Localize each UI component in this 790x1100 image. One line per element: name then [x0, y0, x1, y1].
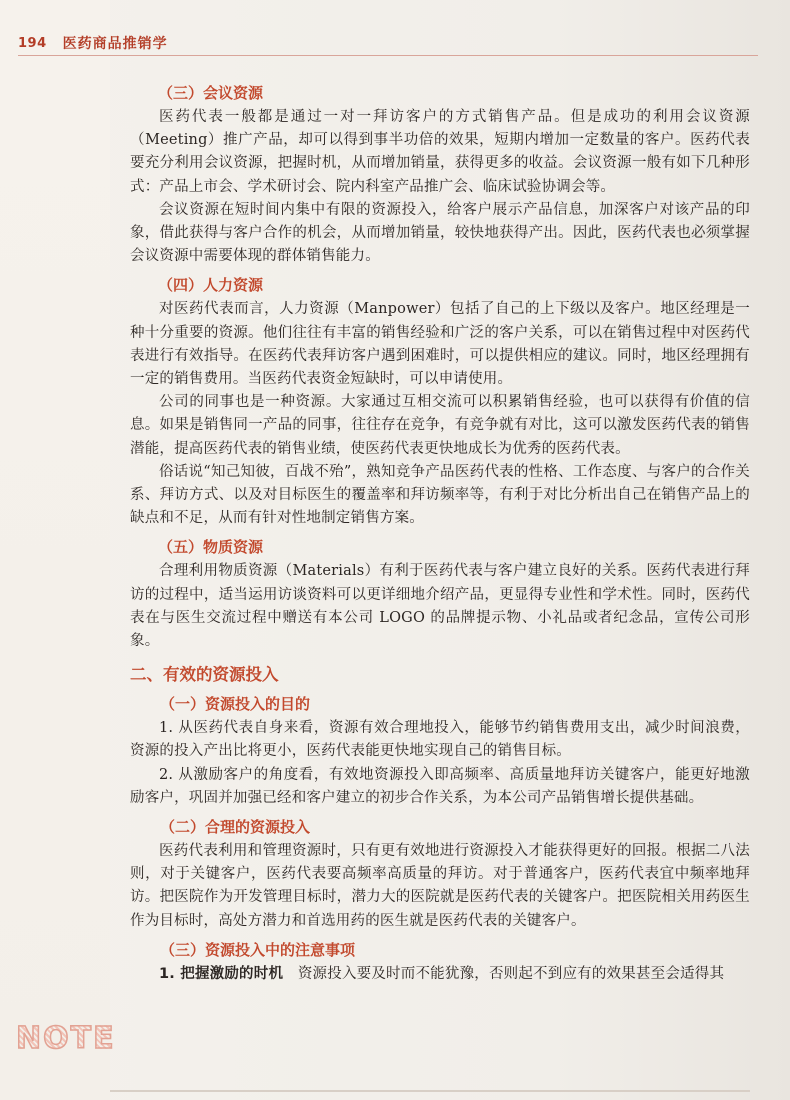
page-content	[130, 76, 750, 986]
paragraph: 对医药代表而言，人力资源（Manpower）包括了自己的上下级以及客户。地区经理是一种十分重要的资源。他们往往有丰富的销售经验和广泛的客户关系，可以在销售过程中对医药代表进行有效指导。在医药代表拜访客户遇到困难时，可以提供相应的建议。同时，地区经理拥有一定的销售费用。当医药代表资金短缺时，可以申请使用。	[130, 301, 750, 388]
paragraph: 会议资源在短时间内集中有限的资源投入，给客户展示产品信息，加深客户对该产品的印象，借此获得与客户合作的机会，从而增加销量，较快地获得产出。因此，医药代表也必须掌握会议资源中需要体现的群体销售能力。	[130, 201, 750, 265]
section-heading-materials: （五）物质资源	[158, 538, 264, 557]
subsection-heading-reasonable: （二）合理的资源投入	[160, 818, 311, 837]
paragraph: 合理利用物质资源（Materials）有利于医药代表与客户建立良好的关系。医药代表进行拜访的过程中，适当运用访谈资料可以更详细地介绍产品，更显得专业性和学术性。同时，医药代表在与医生交流过程中赠送有本公司 LOGO 的品牌提示物、小礼品或者纪念品，宣传公司形象。	[130, 563, 750, 650]
subsection-heading-notes: （三）资源投入中的注意事项	[160, 940, 356, 959]
paragraph: 2. 从激励客户的角度看，有效地资源投入即高频率、高质量地拜访关键客户，能更好地激励客户，巩固并加强已经和客户建立的初步合作关系，为本公司产品销售增长提供基础。	[130, 766, 750, 806]
paragraph	[130, 963, 750, 986]
paragraph: 1. 从医药代表自身来看，资源有效合理地投入，能够节约销售费用支出，减少时间浪费，资源的投入产出比将更小，医药代表能更快地实现自己的销售目标。	[130, 720, 750, 760]
paragraph: 公司的同事也是一种资源。大家通过互相交流可以积累销售经验，也可以获得有价值的信息。如果是销售同一产品的同事，往往存在竞争，有竞争就有对比，这可以激发医药代表的销售潜能，提高医药代表的销售业绩，使医药代表更快地成长为优秀的医药代表。	[130, 394, 750, 457]
item-text: 资源投入要及时而不能犹豫，否则起不到应有的效果甚至会适得其	[297, 965, 725, 982]
page-number: 194	[18, 35, 47, 51]
item-lead: 1. 把握激励的时机	[159, 965, 284, 982]
running-header	[18, 30, 168, 56]
note-label: NOTE	[16, 1021, 116, 1056]
margin-band	[0, 0, 110, 1100]
header-rule	[18, 55, 758, 56]
subsection-heading-purpose: （一）资源投入的目的	[160, 695, 311, 714]
paragraph: 医药代表利用和管理资源时，只有更有效地进行资源投入才能获得更好的回报。根据二八法则，对于关键客户，医药代表要高频率高质量的拜访。对于普通客户，医药代表宜中频率地拜访。把医院作为开发管理目标时，潜力大的医院就是医药代表的关键客户。把医院相关用药医生作为目标时，高处方潜力和首选用药的医生就是医药代表的关键客户。	[130, 843, 750, 929]
section-heading-manpower: （四）人力资源	[158, 276, 264, 295]
section-heading-meeting: （三）会议资源	[158, 84, 264, 102]
paragraph: 俗话说“知己知彼，百战不殆”，熟知竞争产品医药代表的性格、工作态度、与客户的合作关系、拜访方式、以及对目标医生的覆盖率和拜访频率等，有利于对比分析出自己在销售产品上的缺点和不足，从而有针对性地制定销售方案。	[130, 463, 750, 527]
page-edge	[110, 1090, 750, 1092]
paragraph: 医药代表一般都是通过一对一拜访客户的方式销售产品。但是成功的利用会议资源（Meeting）推广产品，却可以得到事半功倍的效果，短期内增加一定数量的客户。医药代表要充分利用会议资源，把握时机，从而增加销量，获得更多的收益。会议资源一般有如下几种形式：产品上市会、学术研讨会、院内科室产品推广会、临床试验协调会等。	[130, 109, 750, 195]
chapter-section-heading: 二、有效的资源投入	[130, 665, 279, 685]
book-title: 医药商品推销学	[62, 36, 168, 52]
